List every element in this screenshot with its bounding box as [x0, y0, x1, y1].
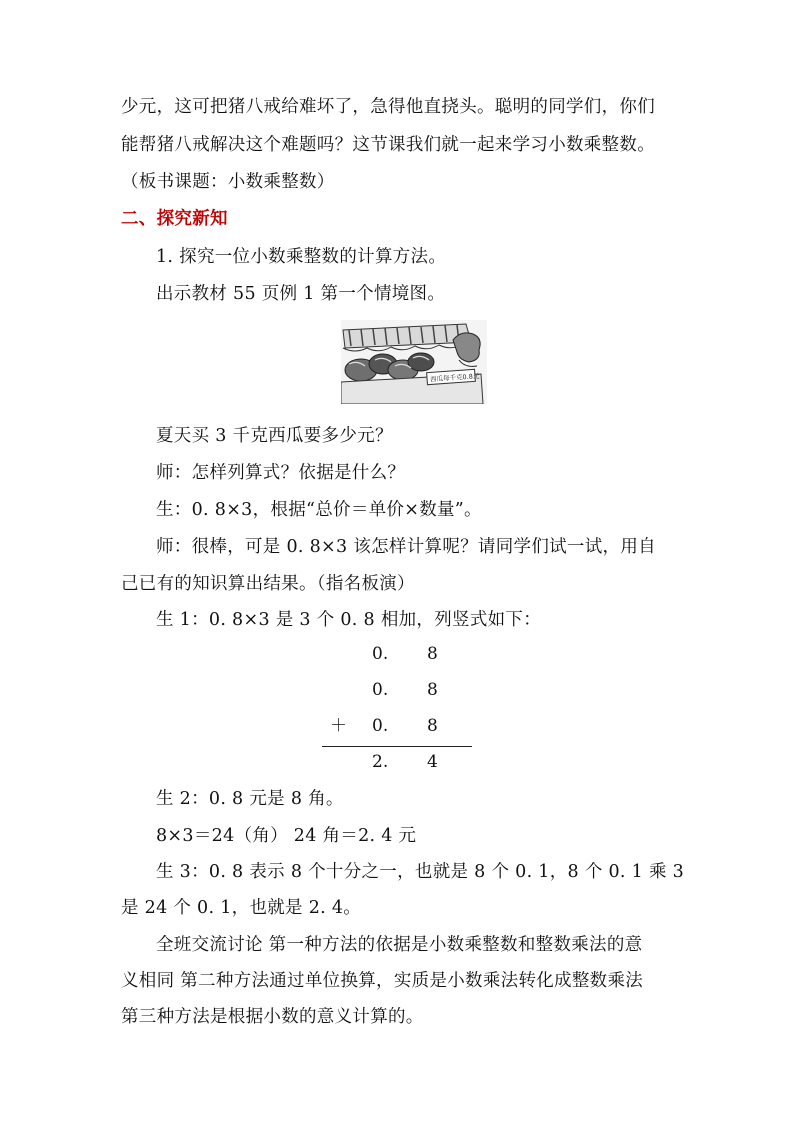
discussion-line: 义相同 第二种方法通过单位换算，实质是小数乘法转化成整数乘法: [121, 971, 644, 991]
addend-integer: 0.: [372, 680, 389, 700]
step-title: 1. 探究一位小数乘整数的计算方法。: [156, 247, 447, 267]
price-sign-text: 西瓜每千克0.8元: [429, 372, 480, 384]
teacher-line: 己已有的知识算出结果。（指名板演）: [121, 574, 415, 594]
addend-integer: 0.: [372, 644, 389, 664]
teacher-line: 师：很棒，可是 0. 8×3 该怎样计算呢？请同学们试一试，用自: [156, 537, 656, 557]
paragraph-line: 少元，这可把猪八戒给难坏了，急得他直挠头。聪明的同学们，你们: [121, 97, 655, 117]
student-line: 生 3：0. 8 表示 8 个十分之一，也就是 8 个 0. 1，8 个 0. 1 乘 3: [156, 862, 685, 882]
paragraph-line: （板书课题：小数乘整数）: [121, 172, 335, 192]
addend-integer: 0.: [372, 716, 389, 736]
sum-integer: 2.: [372, 752, 389, 772]
student-line: 生 1：0. 8×3 是 3 个 0. 8 相加，列竖式如下：: [156, 610, 542, 630]
addend-tenths: 8: [427, 716, 438, 736]
watermelon-stall-figure: [341, 320, 487, 404]
addend-tenths: 8: [427, 680, 438, 700]
teacher-line: 师：怎样列算式？依据是什么？: [156, 463, 406, 483]
addend-tenths: 8: [427, 644, 438, 664]
paragraph-line: 能帮猪八戒解决这个难题吗？这节课我们就一起来学习小数乘整数。: [121, 135, 655, 155]
section-heading: 二、探究新知: [121, 209, 228, 229]
student-line: 生：0. 8×3，根据“总价＝单价×数量”。: [156, 500, 482, 520]
figure-reference: 出示教材 55 页例 1 第一个情境图。: [156, 284, 446, 304]
plus-sign: ＋: [330, 716, 347, 736]
discussion-line: 全班交流讨论 第一种方法的依据是小数乘整数和整数乘法的意: [156, 935, 643, 955]
discussion-line: 第三种方法是根据小数的意义计算的。: [121, 1007, 424, 1027]
sum-tenths: 4: [427, 752, 438, 772]
question-text: 夏天买 3 千克西瓜要多少元？: [156, 426, 393, 446]
sum-rule: [322, 746, 472, 747]
student-line: 是 24 个 0. 1，也就是 2. 4。: [121, 898, 362, 918]
student-line: 生 2：0. 8 元是 8 角。: [156, 789, 344, 809]
calculation-line: 8×3＝24（角） 24 角＝2. 4 元: [156, 826, 417, 846]
